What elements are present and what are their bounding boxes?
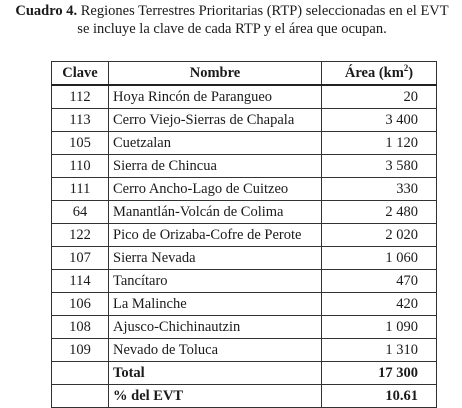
- cell-area: 1 120: [322, 132, 437, 155]
- cell-nombre: Manantlán-Volcán de Colima: [109, 201, 322, 224]
- cell-clave: 113: [52, 109, 109, 132]
- cell-clave: 64: [52, 201, 109, 224]
- percent-label: % del EVT: [109, 385, 322, 408]
- cell-nombre: Hoya Rincón de Parangueo: [109, 85, 322, 109]
- cell-area: 2 020: [322, 224, 437, 247]
- cell-clave: 109: [52, 339, 109, 362]
- cell-clave: 110: [52, 155, 109, 178]
- cell-area: 3 580: [322, 155, 437, 178]
- table-row: [52, 109, 437, 132]
- table-row: [52, 293, 437, 316]
- percent-value: 10.61: [322, 385, 437, 408]
- cell-nombre: Nevado de Toluca: [109, 339, 322, 362]
- table-row: [52, 155, 437, 178]
- percent-blank-cell: [52, 385, 109, 408]
- table-row: [52, 339, 437, 362]
- header-clave: Clave: [52, 62, 109, 86]
- cell-nombre: Tancítaro: [109, 270, 322, 293]
- cell-clave: 122: [52, 224, 109, 247]
- table-caption: [4, 2, 460, 38]
- table-body: [52, 85, 437, 362]
- cell-nombre: Cerro Viejo-Sierras de Chapala: [109, 109, 322, 132]
- table-row-total: [52, 362, 437, 385]
- table-row: [52, 132, 437, 155]
- table-row: [52, 316, 437, 339]
- cell-area: 1 310: [322, 339, 437, 362]
- table-row: [52, 270, 437, 293]
- cell-clave: 114: [52, 270, 109, 293]
- table-row-percent: [52, 385, 437, 408]
- cell-nombre: La Malinche: [109, 293, 322, 316]
- cell-clave: 112: [52, 85, 109, 109]
- table-header-row: [52, 62, 437, 86]
- caption-line-1: [4, 2, 460, 20]
- caption-line-2: se incluye la clave de cada RTP y el área que ocupan.: [77, 21, 387, 37]
- cell-nombre: Sierra de Chincua: [109, 155, 322, 178]
- cell-clave: 111: [52, 178, 109, 201]
- total-label: Total: [109, 362, 322, 385]
- header-area-superscript: 2: [403, 63, 409, 74]
- total-value: 17 300: [322, 362, 437, 385]
- cell-area: 2 480: [322, 201, 437, 224]
- cell-area: 330: [322, 178, 437, 201]
- cell-area: 470: [322, 270, 437, 293]
- cell-nombre: Pico de Orizaba-Cofre de Perote: [109, 224, 322, 247]
- cell-area: 20: [322, 85, 437, 109]
- cell-nombre: Ajusco-Chichinautzin: [109, 316, 322, 339]
- header-nombre: Nombre: [109, 62, 322, 86]
- caption-text-1: Regiones Terrestres Prioritarias (RTP) seleccionadas en el EVT: [77, 3, 449, 19]
- header-area: [322, 62, 437, 86]
- cell-nombre: Sierra Nevada: [109, 247, 322, 270]
- table-row: [52, 224, 437, 247]
- cell-area: 420: [322, 293, 437, 316]
- header-area-text: Área (km: [344, 65, 404, 81]
- cell-nombre: Cuetzalan: [109, 132, 322, 155]
- total-blank-cell: [52, 362, 109, 385]
- header-area-close: ): [408, 65, 414, 81]
- caption-label: Cuadro 4.: [15, 3, 78, 19]
- table-row: [52, 247, 437, 270]
- cell-area: 3 400: [322, 109, 437, 132]
- cell-clave: 108: [52, 316, 109, 339]
- rtp-table: [51, 61, 437, 408]
- cell-area: 1 060: [322, 247, 437, 270]
- table-row: [52, 201, 437, 224]
- table-row: [52, 85, 437, 109]
- cell-nombre: Cerro Ancho-Lago de Cuitzeo: [109, 178, 322, 201]
- cell-clave: 107: [52, 247, 109, 270]
- cell-area: 1 090: [322, 316, 437, 339]
- cell-clave: 105: [52, 132, 109, 155]
- cell-clave: 106: [52, 293, 109, 316]
- table-row: [52, 178, 437, 201]
